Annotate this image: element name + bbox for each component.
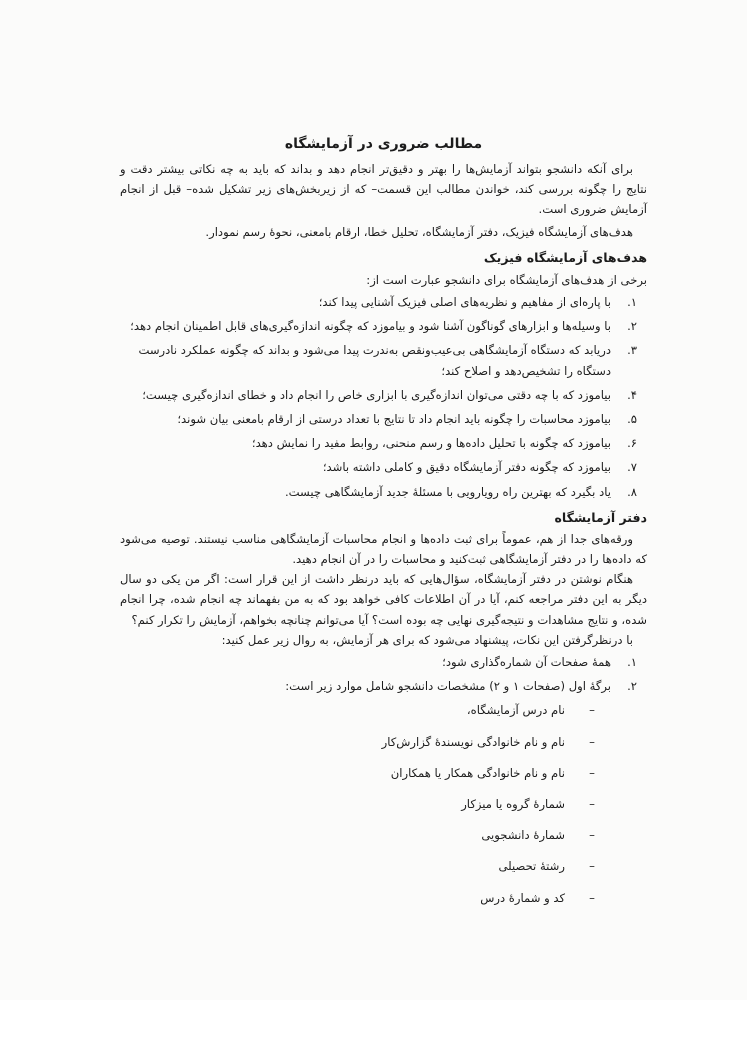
list-item [120,732,647,752]
item-number: ۶. [627,436,637,451]
item-number: ۸. [627,484,637,499]
item-text: کد و شمارهٔ درس [480,890,565,905]
item-text: همهٔ صفحات آن شماره‌گذاری شود؛ [442,655,611,670]
dash-bullet: – [589,859,595,874]
item-number: ۱. [627,655,637,670]
dash-bullet: – [589,734,595,749]
item-text: دریابد که دستگاه آزمایشگاهی بی‌عیب‌ونقص به‌ندرت پیدا می‌شود و بداند که چگونه عملکرد نادرست دستگاه را تشخیص‌دهد و اصلاح کند؛ [138,343,611,378]
item-number: ۱. [627,295,637,310]
notebook-paragraph-2: هنگام نوشتن در دفتر آزمایشگاه، سؤال‌هایی که باید درنظر داشت از این قرار است: اگر من یکی دو سال دیگر به این دفتر مراجعه کنم، آیا در آن اطلاعات کافی خواهد بود که به من بفهماند چه انجام شده، چرا انجام شده، و نتایج مشاهدات و نتیجه‌گیری نهایی چه بوده است؟ آیا می‌توانم چنانچه بخواهم، آزمایش را تکرار کنم؟ [120,572,647,627]
list-item [120,856,647,876]
list-item [120,652,647,672]
item-text: شمارهٔ دانشجویی [481,828,565,843]
item-number: ۵. [627,412,637,427]
keywords-paragraph: هدف‌های آزمایشگاه فیزیک، دفتر آزمایشگاه، تحلیل خطا، ارقام بامعنی، نحوهٔ رسم نمودار. [205,224,633,239]
dash-bullet: – [589,703,595,718]
dash-bullet: – [589,797,595,812]
item-text: بیاموزد که با چه دقتی می‌توان اندازه‌گیری با ابزاری خاص را انجام داد و خطای اندازه‌گیری چیست؛ [142,387,611,402]
list-item [120,292,647,312]
notebook-paragraph-1: ورقه‌های جدا از هم، عموماً برای ثبت داده‌ها و انجام محاسبات آزمایشگاهی مناسب نیستند. توصیه می‌شود که داده‌ها را در دفتر آزمایشگاهی ثبت‌کنید و محاسبات را در آن انجام دهید. [120,531,647,567]
list-item [120,676,647,696]
page-title: مطالب ضروری در آزمایشگاه [284,136,483,152]
goals-heading: هدف‌های آزمایشگاه فیزیک [483,249,647,265]
page-content [120,133,647,919]
item-number: ۲. [627,679,637,694]
item-text: یاد بگیرد که بهترین راه رویارویی با مسئلهٔ جدید آزمایشگاهی چیست. [284,484,611,499]
notebook-paragraph-3: با درنظرگرفتن این نکات، پیشنهاد می‌شود که برای هر آزمایش، به روال زیر عمل کنید: [221,632,633,647]
notebook-heading: دفتر آزمایشگاه [554,509,647,525]
item-number: ۷. [627,460,637,475]
item-text: نام و نام خانوادگی نویسندهٔ گزارش‌کار [381,734,565,749]
list-item [120,888,647,908]
item-text: بیاموزد که چگونه با تحلیل داده‌ها و رسم منحنی، روابط مفید را نمایش دهد؛ [251,436,611,451]
list-item [120,794,647,814]
steps-list [120,652,647,696]
dash-bullet: – [589,828,595,843]
goals-lead: برخی از هدف‌های آزمایشگاه برای دانشجو عبارت است از: [366,272,647,287]
list-item [120,385,647,405]
item-number: ۴. [627,387,637,402]
list-item [120,700,647,720]
list-item [120,457,647,477]
item-text: رشتهٔ تحصیلی [498,859,565,874]
item-number: ۲. [627,319,637,334]
dash-bullet: – [589,890,595,905]
dash-bullet: – [589,765,595,780]
list-item [120,825,647,845]
item-text: بیاموزد که چگونه دفتر آزمایشگاه دقیق و کاملی داشته باشد؛ [322,460,611,475]
student-fields-list [120,700,647,907]
list-item [120,409,647,429]
list-item [120,433,647,453]
item-text: نام درس آزمایشگاه، [466,703,565,718]
item-text: نام و نام خانوادگی همکار یا همکاران [390,765,565,780]
item-text: برگهٔ اول (صفحات ۱ و ۲) مشخصات دانشجو شامل موارد زیر است: [285,679,611,694]
goals-list [120,292,647,502]
list-item [120,316,647,336]
item-text: بیاموزد محاسبات را چگونه باید انجام داد تا نتایج با تعداد درستی از ارقام بامعنی بیان شوند؛ [177,412,611,427]
item-text: شمارهٔ گروه یا میزکار [461,797,565,812]
list-item [120,482,647,502]
list-item [120,340,647,380]
intro-paragraph: برای آنکه دانشجو بتواند آزمایش‌ها را بهتر و دقیق‌تر انجام دهد و بداند که باید به چه نکاتی بیشتر دقت و نتایج را چگونه بررسی کند، خواندن مطالب این قسمت– که از زیربخش‌های زیر تشکیل شده– قبل از انجام آزمایش ضروری است. [120,162,647,217]
item-text: با وسیله‌ها و ابزارهای گوناگون آشنا شود و بیاموزد که چگونه اندازه‌گیری‌های قابل اطمینان انجام دهد؛ [130,319,611,334]
item-number: ۳. [627,343,637,358]
item-text: با پاره‌ای از مفاهیم و نظریه‌های اصلی فیزیک آشنایی پیدا کند؛ [318,295,611,310]
list-item [120,763,647,783]
